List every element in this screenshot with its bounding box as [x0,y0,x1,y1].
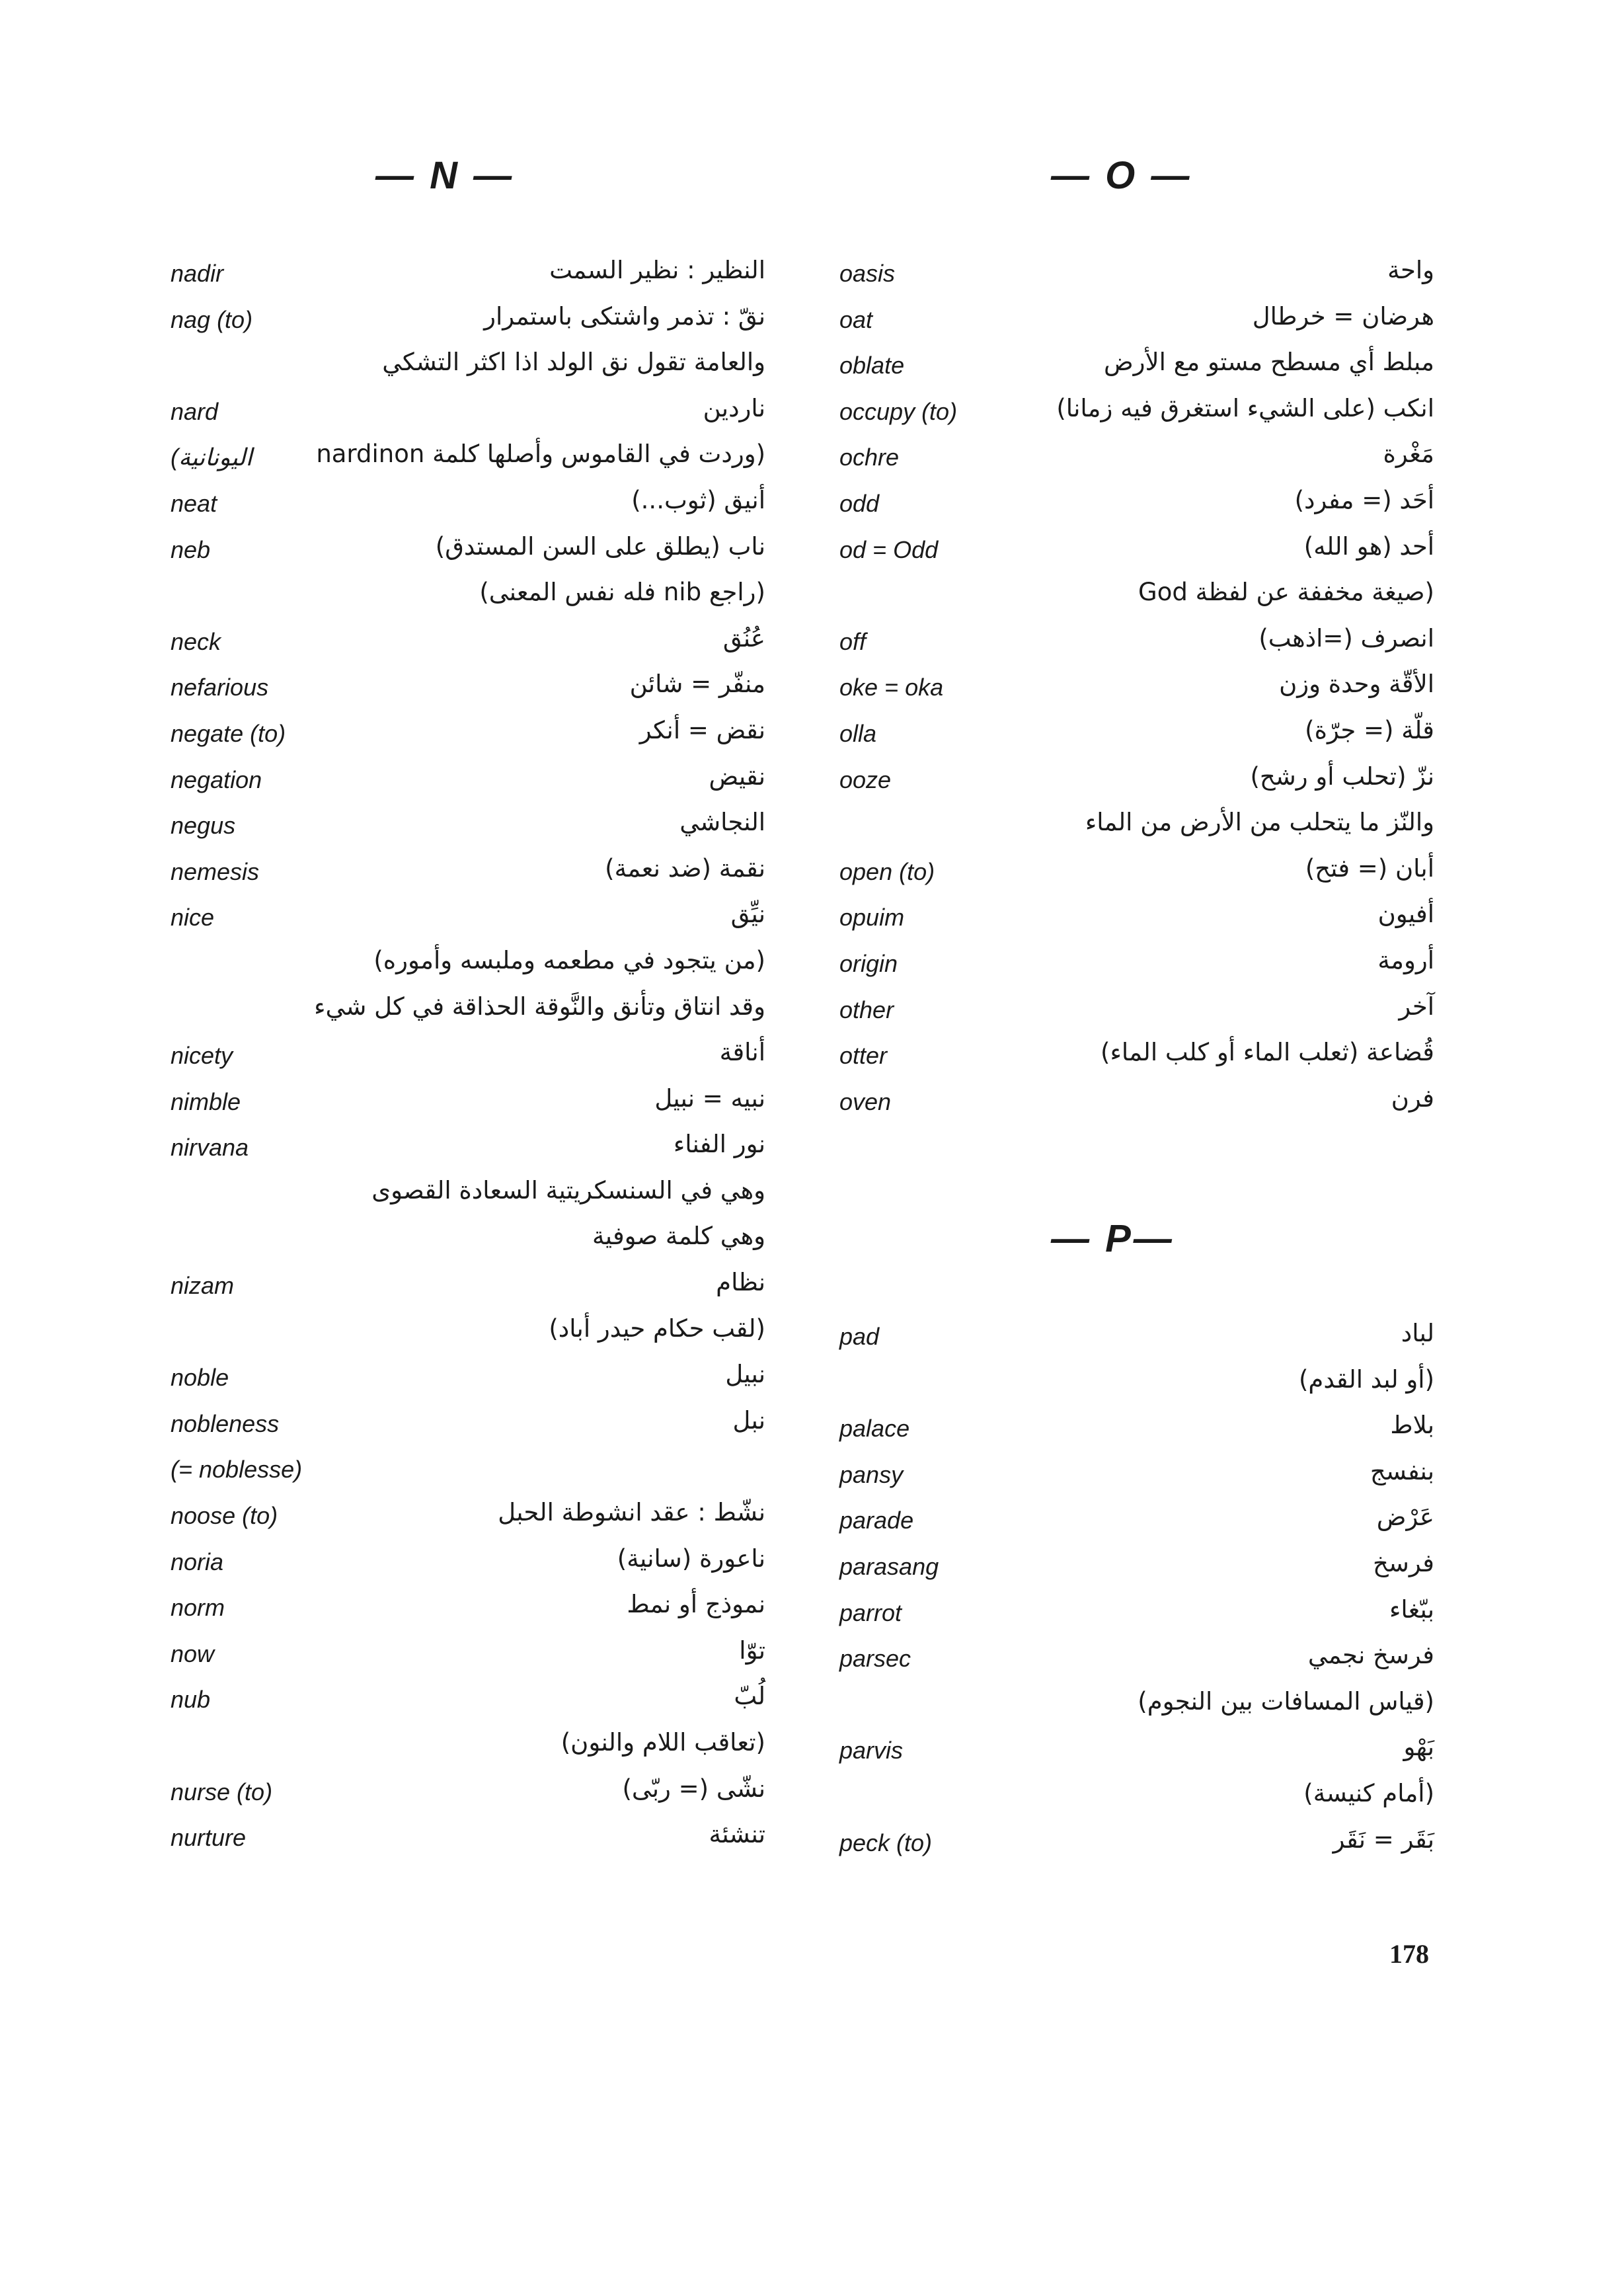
entry-english: neat [171,489,217,517]
entry-arabic: لُبّ [734,1682,765,1711]
entry-english: open (to) [839,857,935,885]
entry-arabic: (أو لبد القدم) [1299,1365,1434,1394]
entry-arabic: آخر [1399,992,1434,1021]
column-op [839,0,1434,1917]
entry-arabic: (تعاقب اللام والنون) [561,1728,765,1757]
entry-english: parrot [839,1599,902,1626]
entry-english: neb [171,535,211,563]
dictionary-entry [839,255,1434,301]
entry-arabic: (وردت في القاموس وأصلها كلمة nardinon [316,440,765,469]
dictionary-entry [839,1037,1434,1083]
entry-arabic: انكب (على الشيء استغرق فيه زمانا) [1056,393,1434,422]
dictionary-entry [839,1456,1434,1502]
entry-english: nemesis [171,857,260,885]
entry-english: opuim [839,904,905,931]
entry-english: negus [171,812,236,840]
entry-arabic: أحد (هو الله) [1303,532,1434,561]
entry-arabic: واحة [1387,256,1434,284]
entry-english: origin [839,949,898,977]
dictionary-entry [171,1083,765,1129]
entry-arabic: عُنُق [722,623,765,653]
entry-english: nard [171,397,219,425]
entry-english: noose (to) [171,1502,278,1530]
entry-arabic: النظير : نظير السمت [549,256,765,284]
entry-english: (= noblesse) [171,1456,303,1484]
entry-english: (اليونانية [171,444,252,471]
entry-english: parsec [839,1645,911,1673]
entry-english: now [171,1640,215,1667]
dictionary-entry [171,668,765,715]
entry-english: off [839,627,867,655]
entry-english: ooze [839,766,892,793]
entry-arabic: فرن [1391,1084,1434,1113]
entry-arabic: مبلط أي مسطح مستو مع الأرض [1103,348,1434,377]
entry-arabic: نقيض [709,762,765,791]
entry-arabic: (لقب حكام حيدر أباد) [549,1314,765,1343]
dictionary-entry [839,898,1434,945]
entry-arabic: ناب (يطلق على السن المستدق) [435,532,765,561]
dictionary-entry [171,1037,765,1083]
dictionary-entry [839,853,1434,899]
entry-arabic: (أمام كنيسة) [1303,1778,1434,1807]
dictionary-entry [839,438,1434,485]
entry-english: palace [839,1415,910,1443]
entry-arabic: نيِّق [730,900,765,929]
dictionary-entry [839,485,1434,531]
dictionary-entry [171,1450,765,1497]
entry-arabic: ناعورة (سانية) [617,1544,765,1573]
entry-english: negation [171,766,262,793]
dictionary-entry [839,531,1434,577]
dictionary-entry [839,623,1434,669]
entry-arabic: النجاشي [679,808,765,837]
entry-english: parvis [839,1737,904,1764]
entry-arabic: عَرْض [1376,1503,1434,1532]
dictionary-entry [839,945,1434,991]
entry-arabic: نظام [716,1268,765,1297]
entry-arabic: بلاط [1390,1411,1434,1440]
dictionary-entry [171,1220,765,1267]
entry-arabic: مَغْرة [1383,440,1434,469]
dictionary-entry [839,1640,1434,1686]
dictionary-entry [839,301,1434,347]
entry-english: parade [839,1507,914,1534]
dictionary-entry [171,807,765,853]
entry-english: nice [171,904,215,931]
entry-arabic: نبيه = نبيل [654,1084,765,1113]
dictionary-entry [171,1175,765,1221]
entry-english: ochre [839,444,900,471]
dictionary-entry [171,1773,765,1819]
entry-english: oven [839,1088,892,1115]
entry-arabic: بَقَر = نَقَر [1333,1825,1434,1854]
entry-english: nurture [171,1824,247,1852]
entries-o [839,255,1434,1128]
entry-arabic: منفّر = شائن [629,670,765,699]
dictionary-entry [171,1267,765,1313]
entry-arabic: وهي في السنسكريتية السعادة القصوى [371,1175,765,1205]
entry-arabic: أرومة [1377,945,1434,974]
dictionary-entry [171,853,765,899]
dictionary-entry [839,1318,1434,1364]
entry-arabic: قلّة (= جرّة) [1305,715,1434,744]
dictionary-entry [171,715,765,761]
dictionary-entry [171,1819,765,1865]
entry-arabic: نموذج أو نمط [627,1590,765,1619]
dictionary-entry [171,255,765,301]
dictionary-entry [171,1128,765,1175]
entry-arabic: بَهْو [1403,1733,1434,1762]
entry-arabic: نور الفناء [673,1130,765,1159]
dictionary-entry [171,761,765,807]
section-heading-o: — O — [1051,154,1192,197]
entries-n [171,255,765,1865]
entry-english: nag (to) [171,305,253,333]
entry-english: nicety [171,1042,233,1070]
entry-arabic: أفيون [1377,900,1434,929]
dictionary-entry [171,898,765,945]
entry-english: nobleness [171,1409,280,1437]
dictionary-entry [171,1497,765,1543]
dictionary-entry [171,485,765,531]
dictionary-entry [839,1731,1434,1778]
entry-english: norm [171,1594,225,1622]
dictionary-entry [839,393,1434,439]
dictionary-entry [171,346,765,393]
entry-english: oat [839,305,873,333]
entry-arabic: الأقّة وحدة وزن [1279,670,1434,699]
entry-english: occupy (to) [839,397,958,425]
entry-english: neck [171,627,221,655]
entry-arabic: انصرف (=اذهب) [1258,623,1434,653]
entry-english: nirvana [171,1134,249,1162]
dictionary-entry [171,1405,765,1451]
entry-arabic: نقض = أنكر [639,715,765,744]
dictionary-entry [171,1635,765,1681]
entry-arabic: أنيق (ثوب...) [631,485,765,514]
entry-arabic: والنّز ما يتحلب من الأرض من الماء [1085,808,1434,837]
entry-english: parasang [839,1552,939,1580]
entry-arabic: فرسخ [1373,1548,1434,1577]
entry-english: oasis [839,260,896,287]
dictionary-entry [171,623,765,669]
entry-english: nadir [171,260,224,287]
entry-english: od = Odd [839,535,939,563]
entry-arabic: نزّ (تحلب أو رشح) [1250,762,1434,791]
dictionary-entry [171,945,765,991]
entry-arabic: نبيل [725,1360,765,1389]
dictionary-entry [839,1686,1434,1732]
entry-english: nimble [171,1088,241,1115]
entry-english: nub [171,1686,211,1714]
entry-english: nizam [171,1272,235,1300]
entry-arabic: أحَد (= مفرد) [1294,485,1434,514]
entry-english: olla [839,719,877,747]
entry-english: noble [171,1364,229,1392]
entry-english: nurse (to) [171,1778,273,1805]
dictionary-entry [171,438,765,485]
entry-arabic: نقمة (ضد نعمة) [605,853,765,883]
dictionary-entry [171,576,765,623]
dictionary-entry [839,1364,1434,1410]
column-n [171,0,765,1917]
entry-english: negate (to) [171,719,286,747]
dictionary-entry [839,1594,1434,1640]
entry-arabic: (راجع nib فله نفس المعنى) [479,578,765,607]
entry-arabic: قُضاعة (ثعلب الماء أو كلب الماء) [1101,1038,1434,1067]
entry-arabic: توّا [739,1636,765,1665]
entry-arabic: أناقة [719,1038,765,1067]
entry-english: odd [839,489,880,517]
dictionary-entry [839,668,1434,715]
entry-arabic: وقد انتاق وتأنق والنَّوقة الحذاقة في كل شيء [314,992,765,1021]
entry-english: pad [839,1323,880,1350]
dictionary-entry [171,1313,765,1359]
entry-arabic: (صيغة مخففة عن لفظة God [1138,578,1434,607]
dictionary-entry [839,1083,1434,1129]
section-heading-p: — P— [1051,1217,1175,1260]
entry-arabic: لباد [1401,1319,1434,1347]
dictionary-entry [839,346,1434,393]
entry-english: oke = oka [839,674,944,701]
entry-arabic: أبان (= فتح) [1305,853,1434,883]
entry-arabic: والعامة تقول نق الولد اذا اكثر التشكي [382,348,765,377]
entry-english: noria [171,1548,224,1575]
entry-english: peck (to) [839,1829,933,1856]
entry-arabic: هرضان = خرطال [1252,301,1434,331]
dictionary-entry [839,1778,1434,1824]
entry-arabic: نشّى (= ربّى) [622,1774,765,1803]
dictionary-entry [171,1589,765,1635]
entry-arabic: فرسخ نجمي [1307,1641,1434,1670]
entry-english: nefarious [171,674,269,701]
dictionary-entry [171,1681,765,1727]
dictionary-entry [171,301,765,347]
entries-p [839,1318,1434,1870]
entry-english: pansy [839,1460,904,1488]
dictionary-entry [171,1359,765,1405]
section-heading-n: — N — [375,154,515,197]
entry-arabic: (قياس المسافات بين النجوم) [1138,1686,1434,1716]
dictionary-entry [171,991,765,1037]
dictionary-entry [171,531,765,577]
entry-arabic: (من يتجود في مطعمه وملبسه وأموره) [373,945,765,974]
entry-english: other [839,996,894,1023]
dictionary-entry [839,991,1434,1037]
dictionary-entry [839,807,1434,853]
entry-arabic: ببّغاء [1389,1595,1434,1624]
entry-arabic: نقّ : تذمر واشتكى باستمرار [484,301,765,331]
dictionary-entry [839,715,1434,761]
page-number: 178 [1389,1939,1429,1969]
dictionary-entry [839,1501,1434,1548]
entry-arabic: وهي كلمة صوفية [592,1222,765,1251]
dictionary-entry [839,1548,1434,1594]
entry-arabic: تنشئة [709,1820,765,1849]
entry-arabic: بنفسج [1370,1456,1434,1485]
dictionary-entry [839,1409,1434,1456]
dictionary-entry [839,761,1434,807]
dictionary-entry [839,1824,1434,1870]
entry-arabic: ناردين [703,393,765,422]
entry-arabic: نشّط : عقد انشوطة الحبل [498,1498,765,1527]
entry-english: oblate [839,352,905,379]
entry-english: otter [839,1042,888,1070]
dictionary-entry [839,576,1434,623]
dictionary-entry [171,393,765,439]
dictionary-entry [171,1543,765,1589]
dictionary-entry [171,1727,765,1773]
entry-arabic: نبل [732,1405,765,1435]
